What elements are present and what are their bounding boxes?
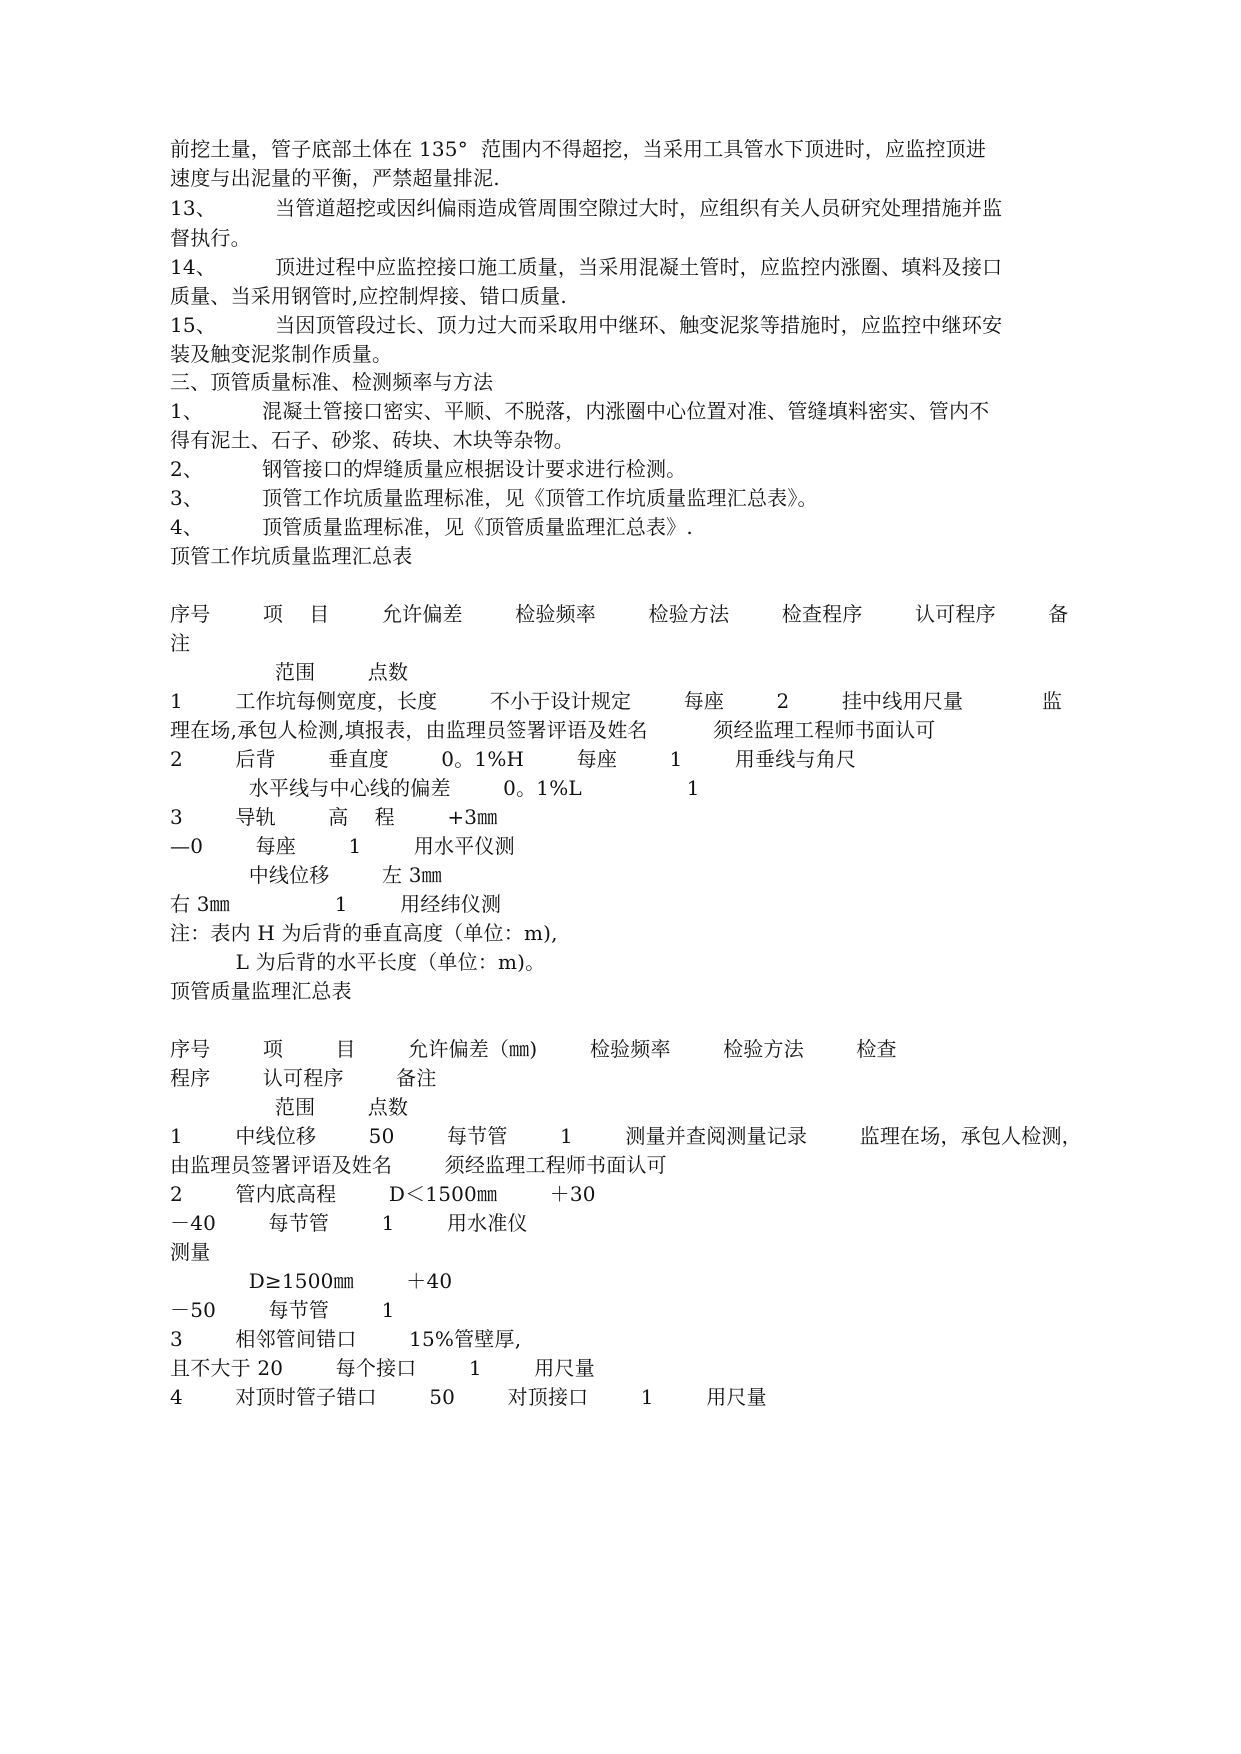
table-row: 且不大于 20 每个接口 1 用尺量	[170, 1356, 595, 1380]
table-row: 2 管内底高程 D＜1500㎜ ＋30	[170, 1182, 596, 1206]
table-row: －40 每节管 1 用水准仪	[170, 1211, 528, 1235]
table-row: 2 后背 垂直度 0。1%H 每座 1 用垂线与角尺	[170, 747, 857, 771]
text-line: 1、 混凝土管接口密实、平顺、不脱落，内涨圈中心位置对准、管缝填料密实、管内不	[170, 399, 990, 423]
table-header: 范围 点数	[170, 660, 409, 684]
note-line: L 为后背的水平长度（单位：m)。	[170, 950, 546, 974]
text-line: 速度与出泥量的平衡，严禁超量排泥.	[170, 166, 500, 190]
table-row: 水平线与中心线的偏差 0。1%L 1	[170, 776, 700, 800]
text-line: 2、 钢管接口的焊缝质量应根据设计要求进行检测。	[170, 457, 687, 481]
section-heading: 三、顶管质量标准、检测频率与方法	[170, 370, 494, 394]
text-line: 14、 顶进过程中应监控接口施工质量，当采用混凝土管时，应监控内涨圈、填料及接口	[170, 255, 1003, 279]
text-line: 3、 顶管工作坑质量监理标准，见《顶管工作坑质量监理汇总表》。	[170, 486, 818, 510]
table-row: 3 导轨 高 程 +3㎜	[170, 805, 498, 829]
text-line: 前挖土量，管子底部土体在 135° 范围内不得超挖，当采用工具管水下顶进时，应监控顶进	[170, 137, 987, 161]
table-row: D≥1500㎜ ＋40	[170, 1269, 453, 1293]
table-title: 顶管工作坑质量监理汇总表	[170, 544, 413, 568]
text-line: 得有泥土、石子、砂浆、砖块、木块等杂物。	[170, 428, 574, 452]
table-row: 理在场,承包人检测,填报表，由监理员签署评语及姓名 须经监理工程师书面认可	[170, 718, 936, 742]
text-line: 装及触变泥浆制作质量。	[170, 342, 393, 366]
text-line: 督执行。	[170, 226, 251, 250]
table-row: 1 工作坑每侧宽度，长度 不小于设计规定 每座 2 挂中线用尺量 监	[170, 689, 1063, 713]
table-row: 测量	[170, 1240, 211, 1264]
table-row: 由监理员签署评语及姓名 须经监理工程师书面认可	[170, 1153, 667, 1177]
table-header: 序号 项 目 允许偏差 检验频率 检验方法 检查程序 认可程序 备	[170, 602, 1069, 626]
table-row: 1 中线位移 50 每节管 1 测量并查阅测量记录 监理在场，承包人检测，	[170, 1124, 1082, 1148]
table-row: －50 每节管 1	[170, 1298, 395, 1322]
text-line: 4、 顶管质量监理标准，见《顶管质量监理汇总表》.	[170, 515, 693, 539]
table-title: 顶管质量监理汇总表	[170, 979, 352, 1003]
note-line: 注：表内 H 为后背的垂直高度（单位：m),	[170, 921, 558, 945]
table-header: 程序 认可程序 备注	[170, 1066, 437, 1090]
table-row: 3 相邻管间错口 15%管壁厚,	[170, 1327, 522, 1351]
table-row: 4 对顶时管子错口 50 对顶接口 1 用尺量	[170, 1385, 767, 1409]
table-row: 右 3㎜ 1 用经纬仪测	[170, 892, 502, 916]
text-line: 15、 当因顶管段过长、顶力过大而采取用中继环、触变泥浆等措施时，应监控中继环安	[170, 313, 1003, 337]
table-header: 序号 项 目 允许偏差（㎜) 检验频率 检验方法 检查	[170, 1037, 897, 1061]
text-line: 质量、当采用钢管时,应控制焊接、错口质量.	[170, 284, 567, 308]
table-row: 中线位移 左 3㎜	[170, 863, 442, 887]
text-line: 13、 当管道超挖或因纠偏雨造成管周围空隙过大时，应组织有关人员研究处理措施并监	[170, 196, 1003, 220]
table-header: 范围 点数	[170, 1095, 409, 1119]
text-line: 注	[170, 631, 191, 655]
table-row: —0 每座 1 用水平仪测	[170, 834, 515, 858]
